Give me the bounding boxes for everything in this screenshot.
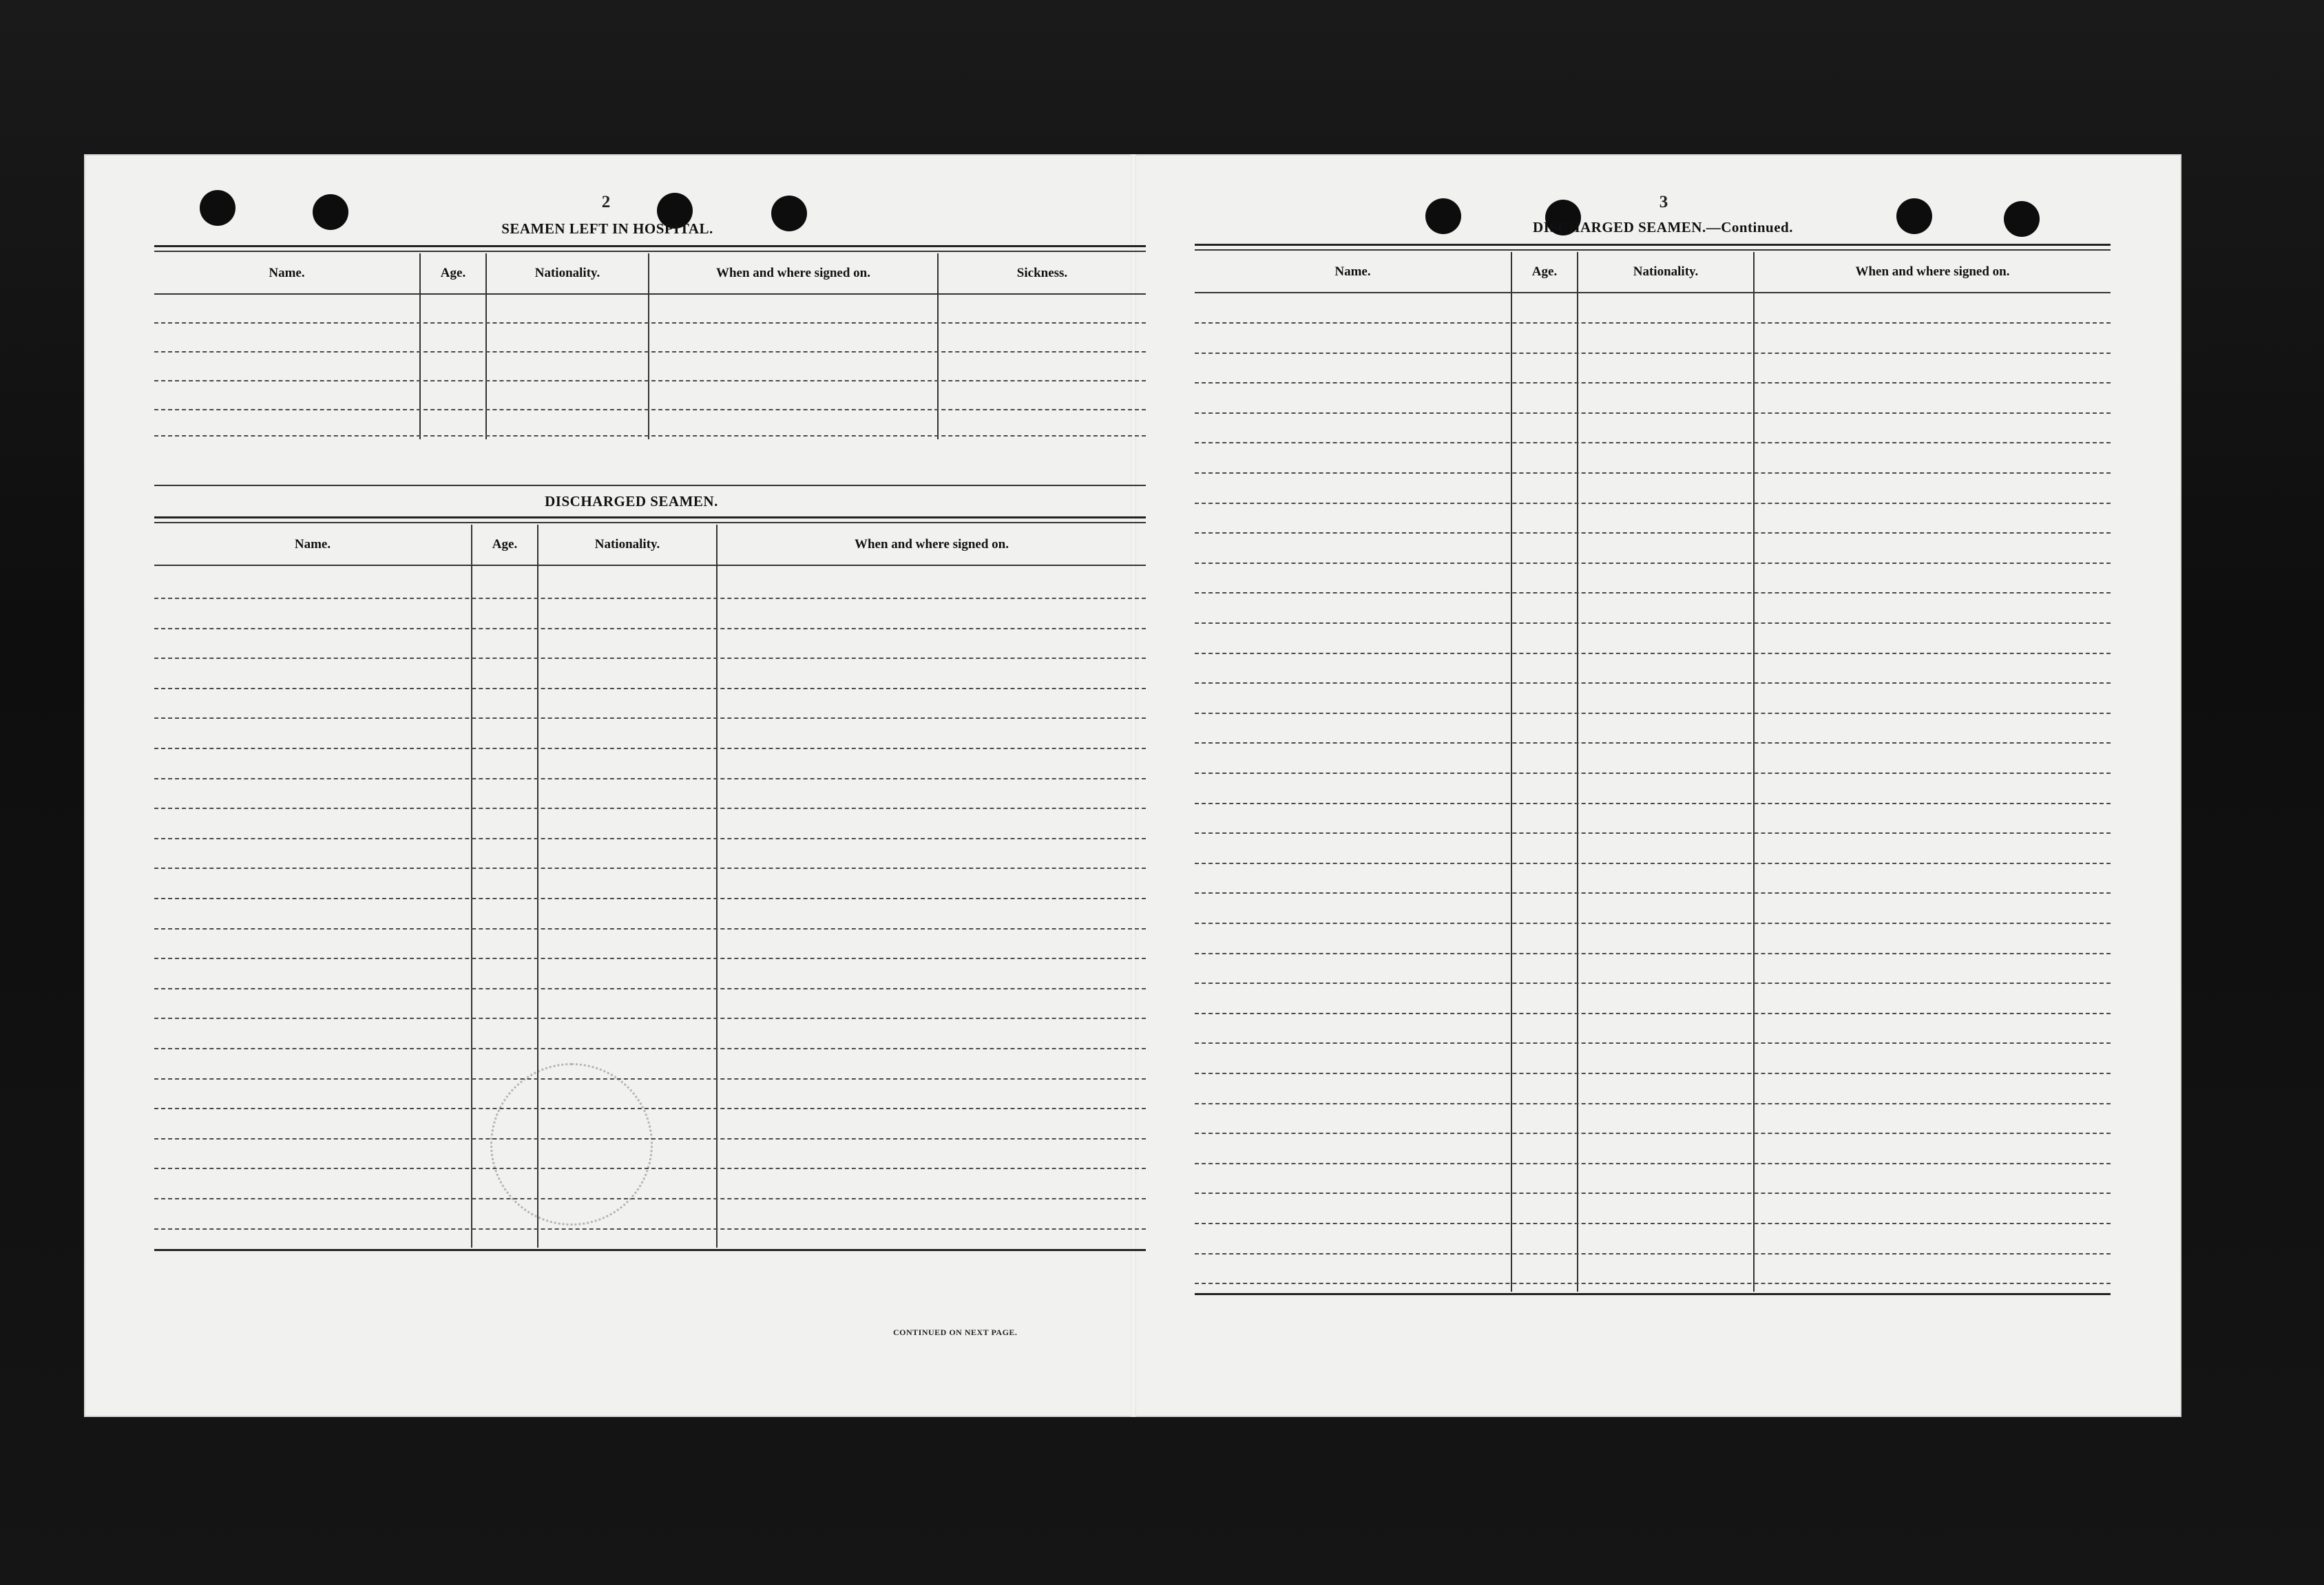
entry-line (1195, 1163, 2111, 1164)
entry-line (1195, 1073, 2111, 1074)
hospital-section-title: SEAMEN LEFT IN HOSPITAL. (501, 220, 713, 237)
entry-line (154, 1018, 1146, 1019)
entry-line (154, 717, 1146, 719)
entry-line (1195, 832, 2111, 834)
entry-line (1195, 923, 2111, 924)
discharged-bottom-rule (154, 1249, 1146, 1251)
discharged-section-title: DISCHARGED SEAMEN. (545, 493, 718, 510)
entry-line (1195, 682, 2111, 684)
col-header-name: Name. (269, 266, 305, 280)
ledger-sheet (84, 154, 2181, 1417)
discharged-top-rule-2 (154, 522, 1146, 523)
entry-line (154, 322, 1146, 324)
entry-line (1195, 382, 2111, 384)
entry-line (154, 435, 1146, 437)
col-header-signed-on: When and where signed on. (854, 537, 1009, 552)
hospital-top-rule (154, 245, 1146, 247)
entry-line (154, 808, 1146, 809)
entry-line (1195, 622, 2111, 624)
col-header-nationality: Nationality. (1633, 264, 1699, 279)
entry-line (1195, 653, 2111, 654)
col-header-signed-on: When and where signed on. (715, 266, 870, 280)
discharged-top-rule (154, 516, 1146, 518)
entry-line (1195, 412, 2111, 414)
entry-line (1195, 1103, 2111, 1104)
column-divider (419, 253, 421, 439)
entry-line (154, 688, 1146, 689)
faded-stamp (490, 1063, 653, 1226)
column-divider (1577, 252, 1578, 1292)
hospital-top-rule-2 (154, 251, 1146, 252)
entry-line (154, 658, 1146, 659)
right-bottom-rule (1195, 1293, 2111, 1295)
entry-line (1195, 953, 2111, 954)
page-number: 2 (601, 193, 611, 211)
col-header-age: Age. (440, 266, 466, 280)
entry-line (154, 838, 1146, 839)
header-rule (1195, 292, 2111, 293)
right-page (1136, 154, 2181, 1417)
entry-line (154, 748, 1146, 749)
entry-line (1195, 1042, 2111, 1044)
entry-line (1195, 892, 2111, 894)
entry-line (154, 898, 1146, 899)
entry-line (154, 380, 1146, 381)
entry-line (154, 598, 1146, 599)
header-rule (154, 565, 1146, 566)
entry-line (1195, 773, 2111, 774)
discharged-table-right (1195, 252, 2111, 1292)
entry-line (1195, 1133, 2111, 1134)
entry-line (154, 351, 1146, 353)
col-header-signed-on: When and where signed on. (1855, 264, 2010, 279)
entry-line (154, 1198, 1146, 1199)
hospital-table (154, 253, 1146, 439)
column-divider (937, 253, 939, 439)
header-rule (154, 293, 1146, 295)
col-header-name: Name. (294, 537, 331, 552)
entry-line (1195, 472, 2111, 474)
page-number: 3 (1659, 193, 1668, 211)
entry-line (1195, 983, 2111, 984)
col-header-age: Age. (492, 537, 518, 552)
left-page (84, 154, 1131, 1417)
entry-line (1195, 742, 2111, 744)
hospital-bottom-rule (154, 485, 1146, 486)
col-header-nationality: Nationality. (594, 537, 660, 552)
discharged-continued-title: DISCHARGED SEAMEN.—Continued. (1533, 219, 1793, 235)
column-divider (1753, 252, 1755, 1292)
entry-line (1195, 713, 2111, 714)
column-divider (1511, 252, 1512, 1292)
entry-line (154, 628, 1146, 629)
entry-line (1195, 1193, 2111, 1194)
entry-line (1195, 563, 2111, 564)
entry-line (154, 1168, 1146, 1169)
col-header-sickness: Sickness. (1016, 266, 1068, 280)
entry-line (1195, 1223, 2111, 1224)
column-divider (648, 253, 649, 439)
entry-line (154, 778, 1146, 779)
entry-line (154, 958, 1146, 959)
entry-line (154, 409, 1146, 410)
entry-line (154, 868, 1146, 869)
right-top-rule-2 (1195, 249, 2111, 251)
col-header-nationality: Nationality. (534, 266, 600, 280)
entry-line (154, 1228, 1146, 1230)
entry-line (1195, 353, 2111, 354)
entry-line (1195, 1283, 2111, 1284)
entry-line (1195, 442, 2111, 443)
entry-line (1195, 803, 2111, 804)
entry-line (154, 1048, 1146, 1049)
right-top-rule (1195, 244, 2111, 246)
entry-line (1195, 322, 2111, 324)
entry-line (1195, 503, 2111, 504)
entry-line (1195, 532, 2111, 534)
entry-line (1195, 863, 2111, 864)
entry-line (1195, 1013, 2111, 1014)
continued-note: CONTINUED ON NEXT PAGE. (893, 1327, 1018, 1337)
entry-line (154, 1078, 1146, 1080)
col-header-name: Name. (1334, 264, 1371, 279)
entry-line (1195, 592, 2111, 594)
entry-line (154, 928, 1146, 930)
entry-line (154, 988, 1146, 989)
column-divider (485, 253, 487, 439)
col-header-age: Age. (1531, 264, 1558, 279)
entry-line (1195, 1253, 2111, 1255)
entry-line (154, 1108, 1146, 1109)
